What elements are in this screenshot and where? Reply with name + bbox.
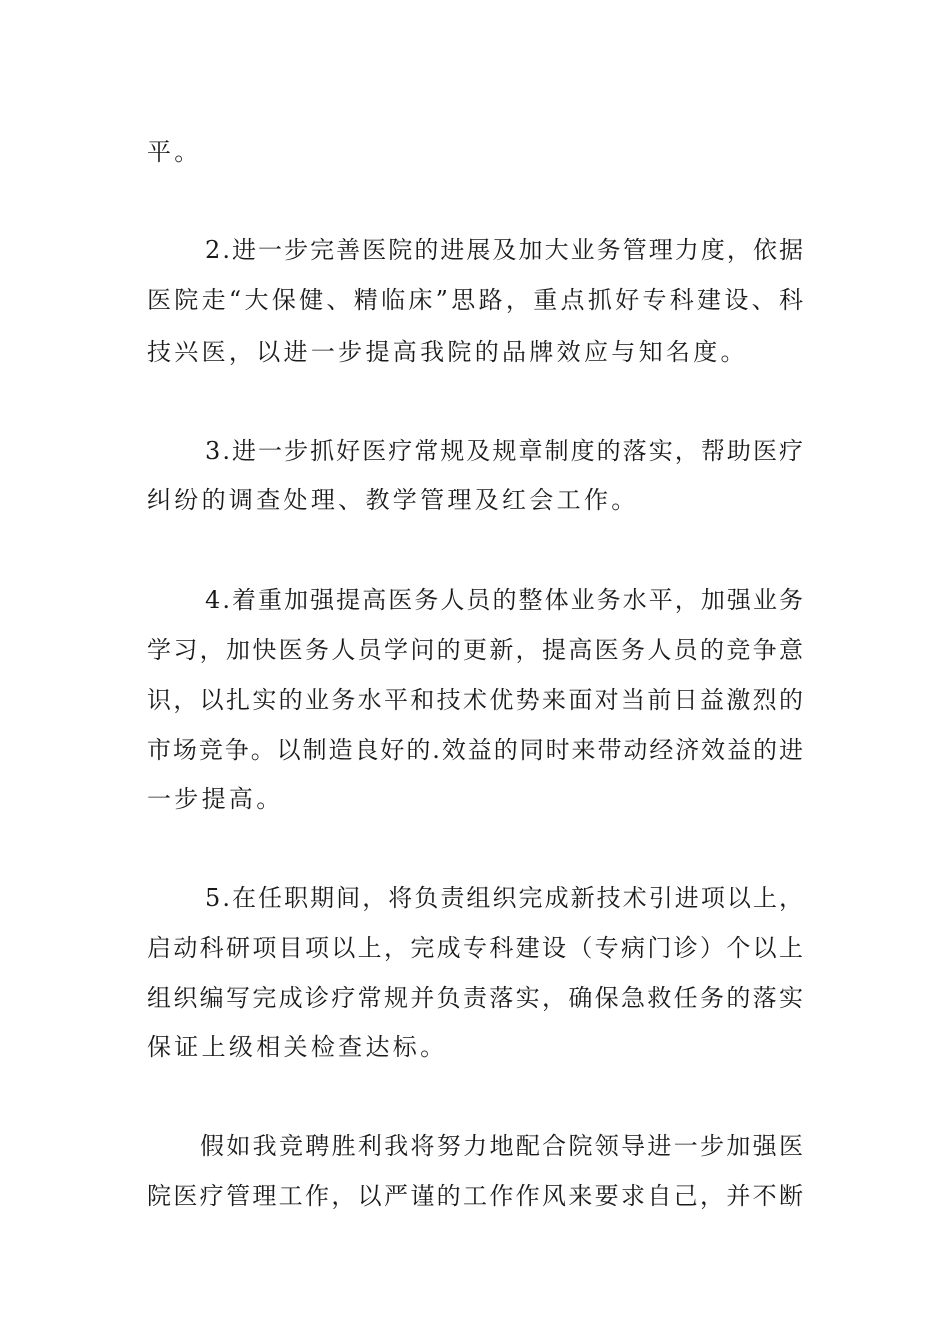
paragraph-2-line-1: 2.进一步完善医院的进展及加大业务管理力度，依据 <box>205 236 806 264</box>
paragraph-4-line-5: 一步提高。 <box>147 785 284 813</box>
paragraph-4-line-3: 识，以扎实的业务水平和技术优势来面对当前日益激烈的 <box>147 686 806 714</box>
paragraph-3-line-2: 纠纷的调查处理、教学管理及红会工作。 <box>147 486 639 514</box>
paragraph-5-line-3: 组织编写完成诊疗常规并负责落实，确保急救任务的落实 <box>147 984 806 1012</box>
paragraph-4-line-1: 4.着重加强提高医务人员的整体业务水平，加强业务 <box>205 586 806 614</box>
paragraph-2-line-2: 医院走“大保健、精临床”思路，重点抓好专科建设、科 <box>147 286 807 314</box>
paragraph-4-line-2: 学习，加快医务人员学问的更新，提高医务人员的竞争意 <box>147 636 806 664</box>
paragraph-2-line-3: 技兴医，以进一步提高我院的品牌效应与知名度。 <box>147 338 748 366</box>
paragraph-5-line-1: 5.在任职期间，将负责组织完成新技术引进项以上， <box>205 884 806 912</box>
paragraph-5-line-4: 保证上级相关检查达标。 <box>147 1033 448 1061</box>
paragraph-6-line-1: 假如我竞聘胜利我将努力地配合院领导进一步加强医 <box>200 1132 806 1160</box>
paragraph-5-line-2: 启动科研项目项以上，完成专科建设（专病门诊）个以上 <box>147 934 806 962</box>
paragraph-3-line-1: 3.进一步抓好医疗常规及规章制度的落实，帮助医疗 <box>205 437 806 465</box>
paragraph-1-line-1: 平。 <box>147 138 202 166</box>
paragraph-4-line-4: 市场竞争。以制造良好的.效益的同时来带动经济效益的进 <box>147 736 805 764</box>
paragraph-6-line-2: 院医疗管理工作，以严谨的工作作风来要求自己，并不断 <box>147 1182 806 1210</box>
